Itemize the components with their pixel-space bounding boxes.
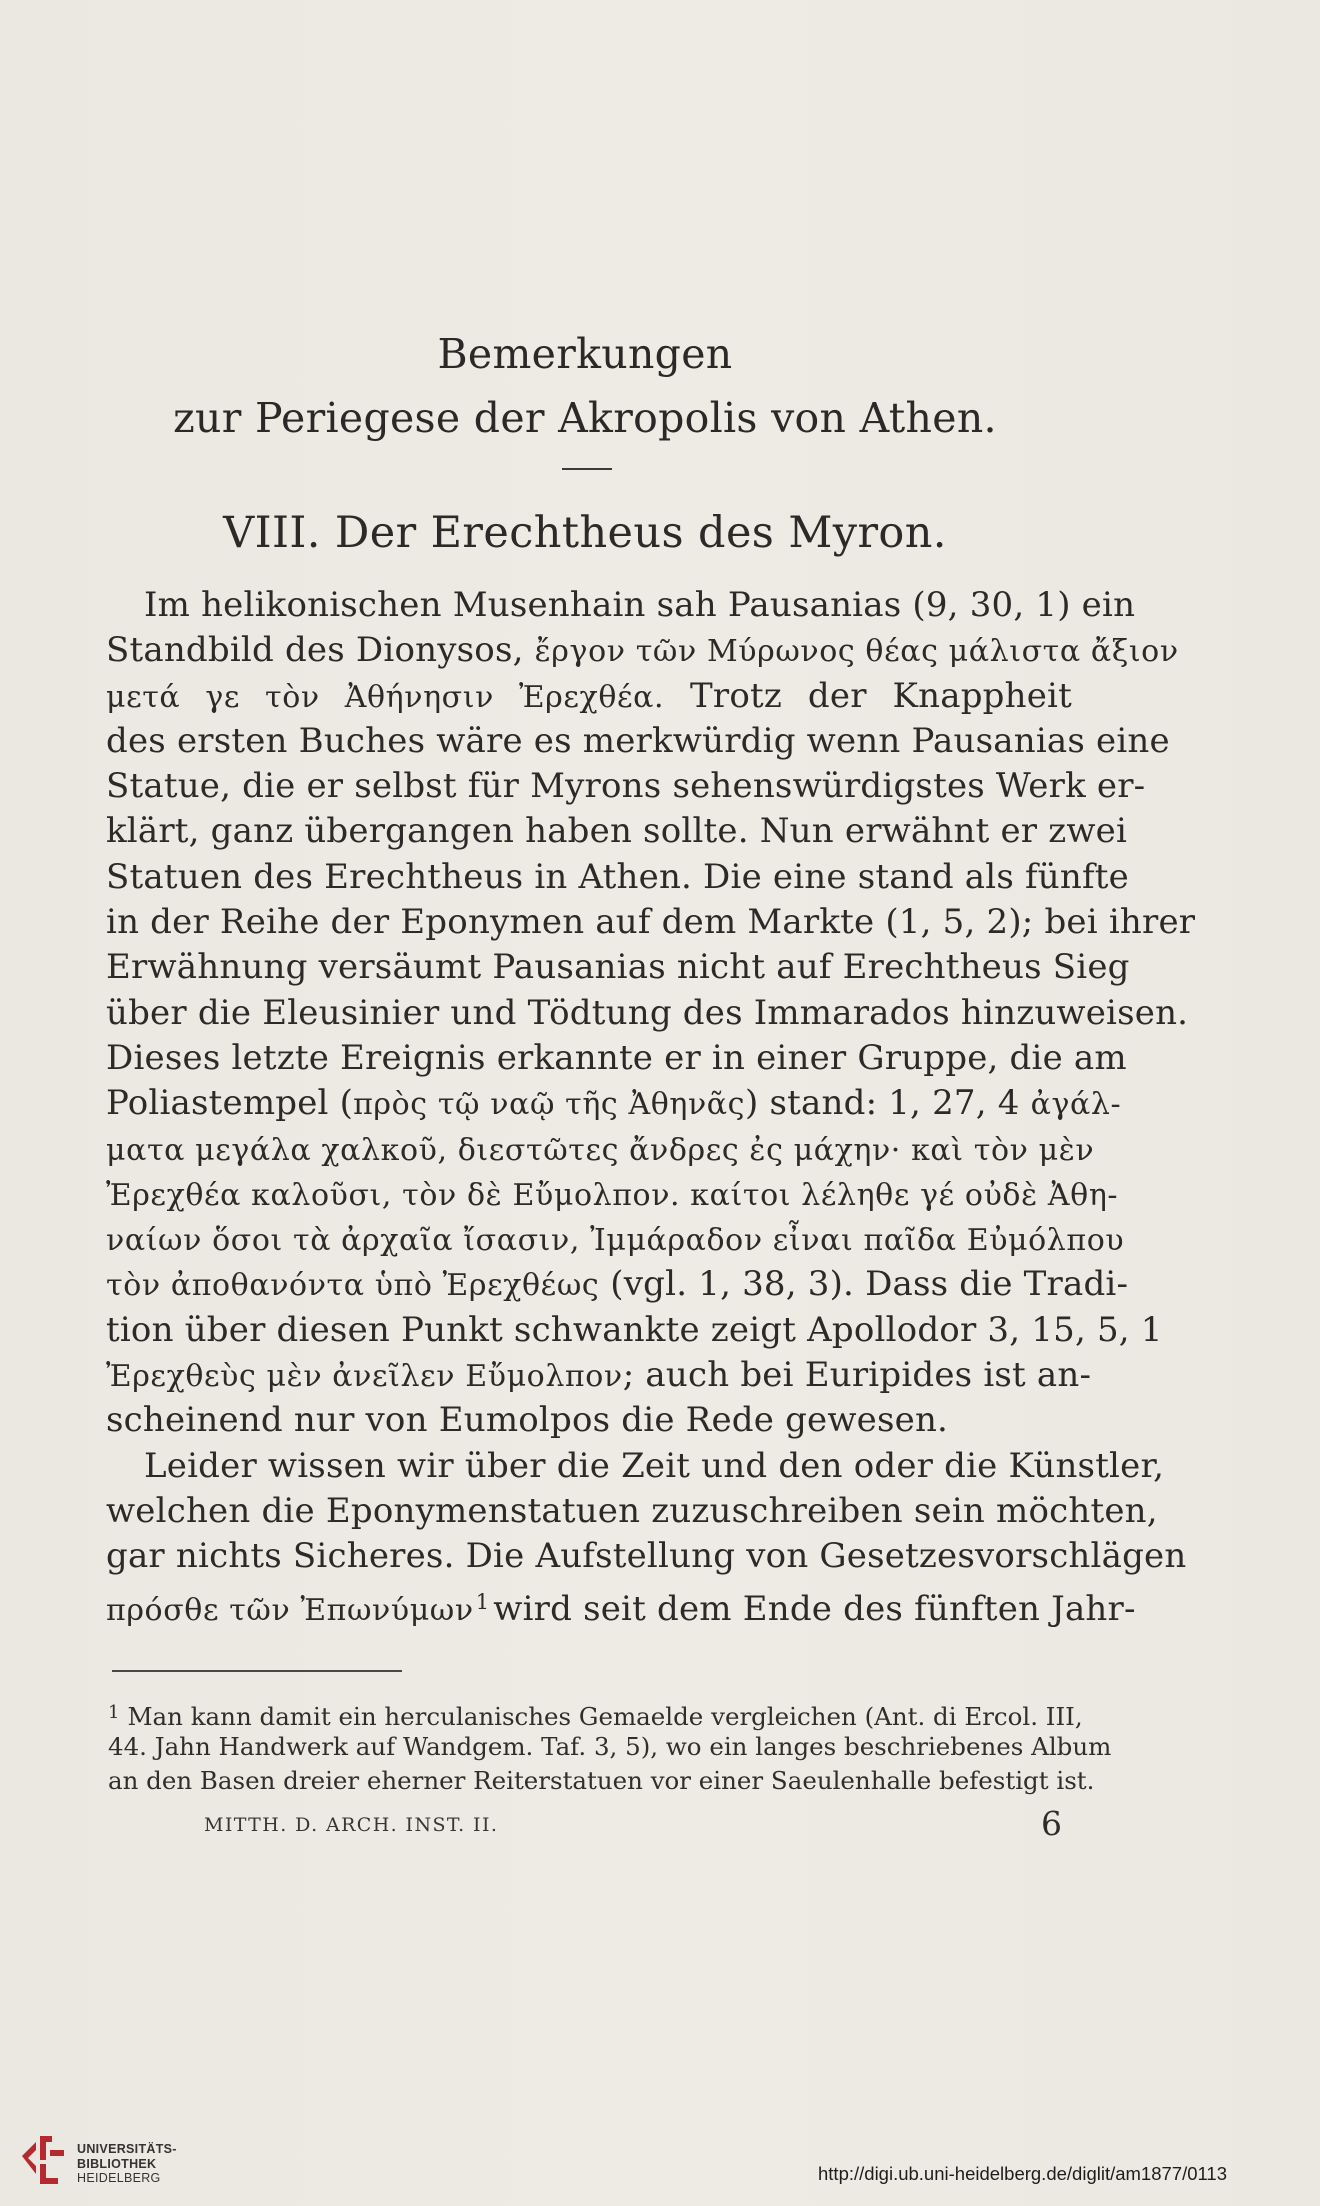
page-number: 6 <box>1041 1804 1062 1843</box>
greek-quote: ἀγάλ- <box>1030 1087 1122 1123</box>
body-text-segment: Leider wissen wir über die Zeit und den oder die Künstler, <box>144 1445 1165 1486</box>
title-divider <box>562 468 612 470</box>
body-line <box>106 1353 1092 1398</box>
university-library-logo-icon <box>18 2130 68 2184</box>
greek-quote: πρόσθε τῶν Ἐπωνύμων <box>106 1592 474 1628</box>
body-line <box>106 1398 1072 1443</box>
body-line <box>106 583 1136 628</box>
greek-quote: Ἐρεχθεὺς μὲν ἀνεῖλεν Εὔμολπον <box>106 1359 623 1395</box>
body-text-segment: Dieses letzte Ereignis erkannte er in einer Gruppe, die am <box>106 1037 1127 1078</box>
body-line <box>106 1127 1095 1172</box>
section-heading: VIII. Der Erechtheus des Myron. <box>223 508 947 558</box>
body-text-segment: Poliastempel ( <box>106 1083 354 1124</box>
body-text-segment: ) stand: 1, 27, 4 <box>745 1083 1031 1124</box>
body-line <box>106 1262 1129 1307</box>
body-text-segment: des ersten Buches wäre es merkwürdig wenn Pausanias eine <box>106 720 1170 761</box>
body-text-segment: klärt, ganz übergangen haben sollte. Nun erwähnt er zwei <box>106 811 1128 852</box>
greek-quote: ἔργον τῶν Μύρωνος θέας μάλιστα ἄξιον <box>534 634 1179 670</box>
footnote-number: 1 <box>108 1702 120 1723</box>
body-line <box>106 809 1128 854</box>
footnote-line <box>108 1696 1083 1731</box>
body-line <box>106 1534 1187 1579</box>
footnote-text: Man kann damit ein herculanisches Gemaelde vergleichen (Ant. di Ercol. III, <box>127 1702 1083 1731</box>
body-line <box>106 1081 1122 1126</box>
body-line <box>106 1036 1127 1081</box>
body-text-segment: Statuen des Erechtheus in Athen. Die eine stand als fünfte <box>106 856 1129 897</box>
greek-quote: πρὸς τῷ ναῷ τῆς Ἀθηνᾶς <box>353 1087 746 1123</box>
body-text-segment: über die Eleusinier und Tödtung des Immarados hinzuweisen. <box>106 992 1189 1033</box>
body-text-segment: (vgl. 1, 38, 3). Dass die Tradi- <box>599 1264 1129 1305</box>
greek-quote: ματα μεγάλα χαλκοῦ, διεστῶτες ἄνδρες ἐς μάχην· καὶ τὸν μὲν <box>106 1132 1095 1168</box>
body-text-segment: wird seit dem Ende des fünften Jahr- <box>493 1588 1136 1629</box>
library-name <box>77 2142 177 2186</box>
printer-signature: MITTH. D. ARCH. INST. II. <box>204 1814 499 1836</box>
body-line <box>106 764 1146 809</box>
source-url-link[interactable]: http://digi.ub.uni-heidelberg.de/diglit/am1877/0113 <box>818 2163 1228 2184</box>
footnote-reference: 1 <box>475 1589 490 1614</box>
article-title-line-2: zur Periegese der Akropolis von Athen. <box>173 394 997 442</box>
library-name-line-2: BIBLIOTHEK <box>77 2156 157 2171</box>
body-text-segment: Statue, die er selbst für Myrons sehenswürdigstes Werk er- <box>106 766 1146 807</box>
footnote-line <box>108 1730 1112 1764</box>
body-text-segment: ; auch bei Euripides ist an- <box>622 1355 1092 1396</box>
greek-quote: τὸν ἀποθανόντα ὑπὸ Ἐρεχθέως <box>106 1268 600 1304</box>
body-text-segment: scheinend nur von Eumolpos die Rede gewesen. <box>106 1400 949 1441</box>
body-text-segment: tion über diesen Punkt schwankte zeigt Apollodor 3, 15, 5, 1 <box>106 1309 1163 1350</box>
body-line <box>106 991 1189 1036</box>
body-text-segment: in der Reihe der Eponymen auf dem Markte (1, 5, 2); bei ihrer <box>106 902 1196 943</box>
library-name-line-3: HEIDELBERG <box>77 2171 161 2185</box>
body-text-segment: Im helikonischen Musenhain sah Pausanias (9, 30, 1) ein <box>144 585 1136 625</box>
body-line <box>106 945 1130 990</box>
body-text-segment: gar nichts Sicheres. Die Aufstellung von Gesetzesvorschlägen <box>106 1536 1187 1577</box>
body-line <box>106 628 1179 673</box>
footnote-line <box>108 1764 1095 1798</box>
body-text <box>106 583 1196 1629</box>
body-line <box>106 1217 1125 1262</box>
footnote-text: 44. Jahn Handwerk auf Wandgem. Taf. 3, 5), wo ein langes beschriebenes Album <box>108 1732 1112 1761</box>
body-text-segment: Erwähnung versäumt Pausanias nicht auf Erechtheus Sieg <box>106 947 1130 988</box>
footnote <box>108 1696 1112 1798</box>
greek-quote: μετά γε τὸν Ἀθήνησιν Ἐρεχθέα. <box>106 679 665 715</box>
body-line <box>106 900 1196 945</box>
article-title-line-1: Bemerkungen <box>437 330 733 378</box>
body-line <box>106 1444 1165 1489</box>
greek-quote: Ἐρεχθέα καλοῦσι, τὸν δὲ Εὔμολπον. καίτοι λέληθε γέ οὐδὲ Ἀθη- <box>106 1177 1119 1213</box>
footnote-divider <box>112 1670 402 1672</box>
body-text-segment: welchen die Eponymenstatuen zuzuschreiben sein möchten, <box>106 1490 1158 1531</box>
library-name-line-1: UNIVERSITÄTS- <box>77 2142 177 2156</box>
body-line <box>106 1172 1119 1217</box>
body-line <box>106 674 1072 719</box>
body-text-segment: Standbild des Dionysos, <box>106 630 535 671</box>
body-line <box>106 1580 1136 1629</box>
body-line <box>106 855 1129 900</box>
body-line <box>106 1489 1158 1534</box>
body-text-segment: Trotz der Knappheit <box>664 675 1072 716</box>
greek-quote: ναίων ὅσοι τὰ ἀρχαῖα ἴσασιν, Ἰμμάραδον εἶναι παῖδα Εὐμόλπου <box>106 1223 1125 1259</box>
body-line <box>106 1308 1163 1353</box>
footnote-text: an den Basen dreier eherner Reiterstatuen vor einer Saeulenhalle befestigt ist. <box>108 1766 1095 1795</box>
body-line <box>106 719 1170 764</box>
